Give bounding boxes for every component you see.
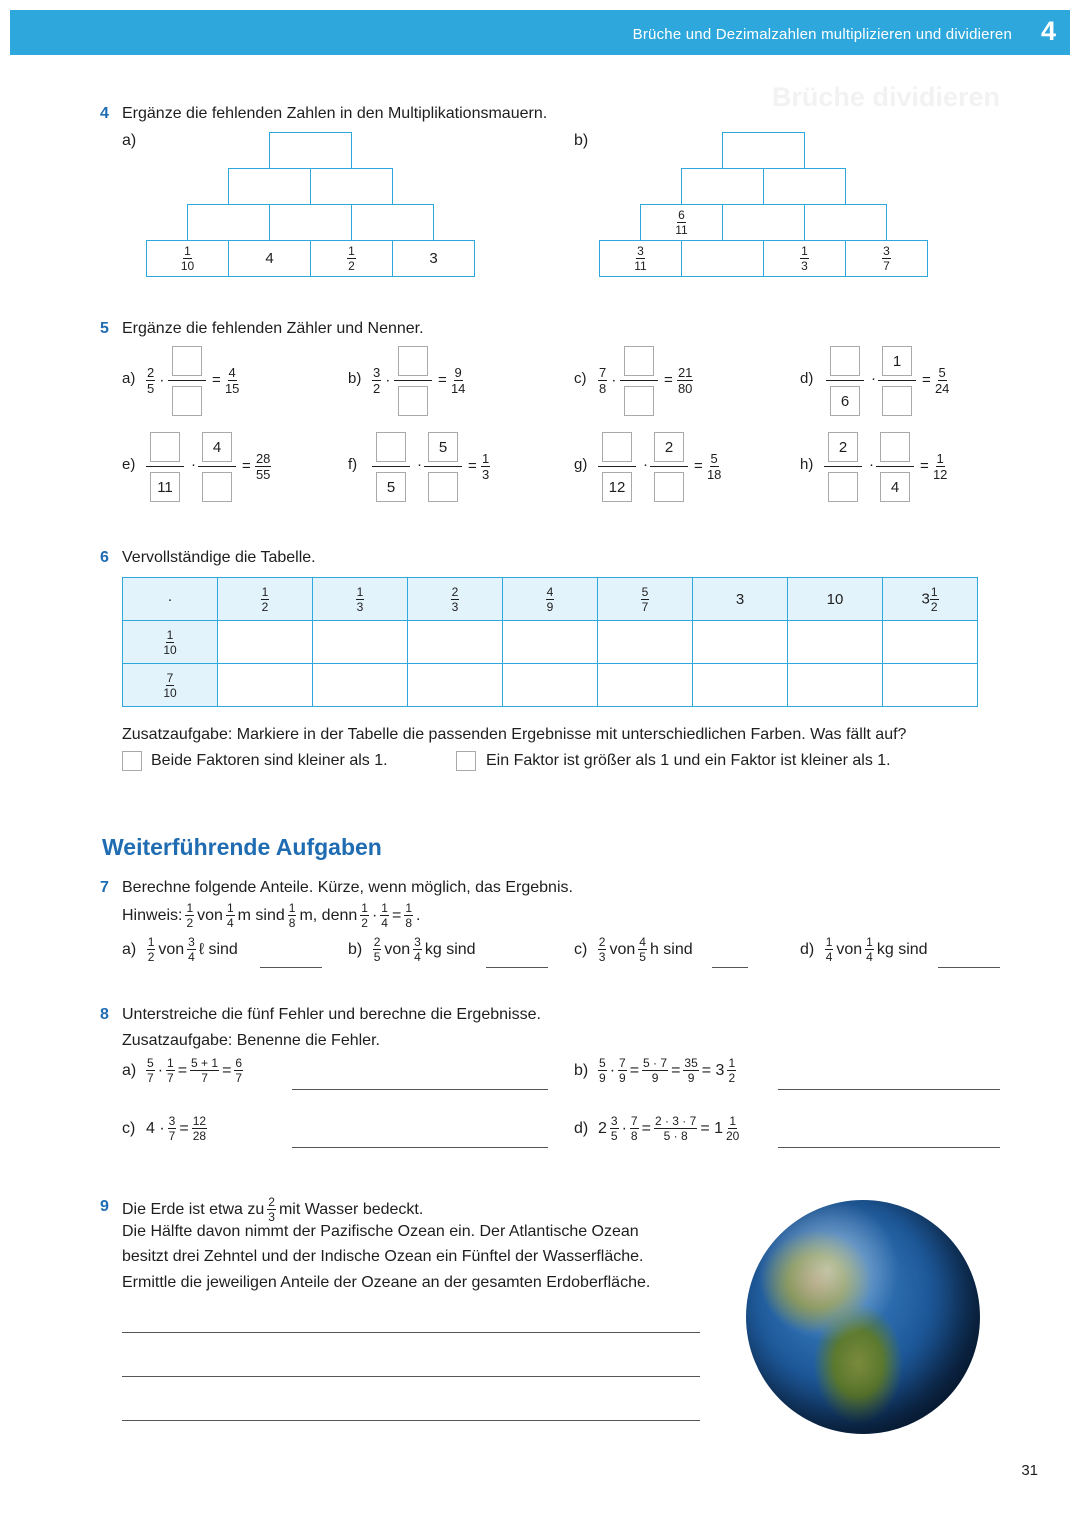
wall-brick[interactable]: 3: [392, 240, 475, 277]
given-fraction: $\frac{7}{8}$ ·: [599, 365, 617, 396]
task-8d-equation: 2 $\frac{3}{5}$ · $\frac{7}{8}$ = $\frac{2 \cdot 3 \cdot 7}{5 \cdot 8}$ = 1 $\frac{1}{20}$: [598, 1114, 740, 1143]
task-8d-denominator: 5 · 8: [663, 1129, 688, 1143]
exercise-label: e): [122, 456, 136, 473]
task-7-number: 7: [100, 879, 109, 896]
table-row-header: $\frac{1}{10}$: [123, 621, 218, 664]
given-denominator: 11: [150, 472, 180, 502]
result-fraction: = $\frac{4}{15}$: [212, 365, 240, 396]
task-6-number: 6: [100, 549, 109, 566]
answer-line-9-3[interactable]: [122, 1420, 700, 1421]
wall-brick[interactable]: [269, 132, 352, 169]
wall-brick[interactable]: $\frac{3}{7}$: [845, 240, 928, 277]
wall-brick[interactable]: [310, 168, 393, 205]
task-9-text-a: Die Erde ist etwa zu: [122, 1200, 265, 1218]
fraction-bar: [876, 466, 914, 467]
given-fraction: $\frac{3}{2}$ ·: [373, 365, 391, 396]
table-answer-cell[interactable]: [883, 664, 978, 707]
wall-brick[interactable]: $\frac{1}{2}$: [310, 240, 393, 277]
task-7-item: a) $\frac{1}{2}$ von $\frac{3}{4}$ ℓ sind: [122, 935, 238, 964]
earth-globe-image: [746, 1200, 980, 1434]
denominator-box[interactable]: [202, 472, 232, 502]
given-numerator: 2: [654, 432, 684, 462]
given-denominator: 12: [602, 472, 632, 502]
task-6-extra: Zusatzaufgabe: Markiere in der Tabelle die passenden Ergebnisse mit unterschiedlichen Farben. Was fällt auf?: [122, 726, 907, 743]
wall-brick[interactable]: [763, 168, 846, 205]
hint-text: m, denn: [299, 906, 358, 924]
wall-brick[interactable]: [269, 204, 352, 241]
table-answer-cell[interactable]: [883, 621, 978, 664]
table-answer-cell[interactable]: [313, 664, 408, 707]
table-answer-cell[interactable]: [218, 621, 313, 664]
table-corner: ·: [123, 578, 218, 621]
fraction-bar: [598, 466, 636, 467]
table-column-header: $\frac{5}{7}$: [598, 578, 693, 621]
task-8b-label: b): [574, 1062, 589, 1079]
task-7-item: d) $\frac{1}{4}$ von $\frac{1}{4}$ kg sind: [800, 935, 928, 964]
task-7-item: b) $\frac{2}{5}$ von $\frac{3}{4}$ kg sind: [348, 935, 476, 964]
task-9-number: 9: [100, 1198, 109, 1215]
hint-fraction: $\frac{1}{4}$: [381, 901, 388, 930]
wall-brick[interactable]: $\frac{1}{3}$: [763, 240, 846, 277]
task-9-text-b: mit Wasser bedeckt.: [278, 1200, 424, 1218]
numerator-box[interactable]: [398, 346, 428, 376]
table-answer-cell[interactable]: [218, 664, 313, 707]
fraction-bar: [198, 466, 236, 467]
task-9-line-1: Die Erde ist etwa zu $\frac{2}{3}$ mit Wasser bedeckt.: [122, 1195, 424, 1224]
given-fraction: $\frac{2}{5}$ ·: [147, 365, 165, 396]
wall-brick[interactable]: [681, 240, 764, 277]
table-answer-cell[interactable]: [503, 664, 598, 707]
table-answer-cell[interactable]: [408, 664, 503, 707]
wall-brick[interactable]: [722, 204, 805, 241]
task-4a-label: a): [122, 132, 137, 149]
fraction-bar: [826, 380, 864, 381]
exercise-label: d): [800, 370, 814, 387]
task-7-hint: Hinweis: $\frac{1}{2}$ von $\frac{1}{4}$ m sind $\frac{1}{8}$ m, denn $\frac{1}{2}$ · $\frac{1}{4}$ = $\frac{1}{8}$ .: [122, 901, 421, 930]
result-fraction: = $\frac{9}{14}$: [438, 365, 466, 396]
task-8b-numerator: 5 · 7: [643, 1056, 668, 1070]
result-fraction: = $\frac{5}{18}$: [694, 451, 722, 482]
option-2-checkbox[interactable]: [456, 751, 476, 771]
table-column-header: $\frac{1}{3}$: [313, 578, 408, 621]
task-5-text: Ergänze die fehlenden Zähler und Nenner.: [122, 320, 424, 337]
page-number: 31: [1021, 1462, 1038, 1479]
section-title: Weiterführende Aufgaben: [102, 834, 382, 860]
answer-line-7[interactable]: [486, 967, 548, 968]
task-8c-equation: 4 · $\frac{3}{7}$ = $\frac{12}{28}$: [146, 1114, 207, 1143]
task-4-text: Ergänze die fehlenden Zahlen in den Multiplikationsmauern.: [122, 105, 548, 122]
numerator-box[interactable]: [624, 346, 654, 376]
task-8a-numerator: 5 + 1: [191, 1056, 219, 1070]
numerator-box[interactable]: [150, 432, 180, 462]
wall-brick[interactable]: $\frac{3}{11}$: [599, 240, 682, 277]
answer-line-8a[interactable]: [292, 1089, 548, 1090]
denominator-box[interactable]: [428, 472, 458, 502]
task-8d-numerator: 2 · 3 · 7: [654, 1114, 697, 1128]
numerator-box[interactable]: [172, 346, 202, 376]
given-denominator: 5: [376, 472, 406, 502]
result-fraction: = $\frac{1}{12}$: [920, 451, 948, 482]
given-numerator: 1: [882, 346, 912, 376]
result-fraction: = $\frac{1}{3}$: [468, 451, 490, 482]
exercise-label: g): [574, 456, 588, 473]
denominator-box[interactable]: [882, 386, 912, 416]
exercise-label: f): [348, 456, 358, 473]
hint-von: von: [197, 906, 223, 924]
answer-line-8b[interactable]: [778, 1089, 1000, 1090]
task-5-number: 5: [100, 320, 109, 337]
task-9-line-4: Ermittle die jeweiligen Anteile der Ozeane an der gesamten Erdoberfläche.: [122, 1274, 651, 1291]
task-8-number: 8: [100, 1006, 109, 1023]
hint-text: m sind: [237, 906, 285, 924]
wall-brick[interactable]: [187, 204, 270, 241]
answer-line-7[interactable]: [260, 967, 322, 968]
table-column-header: $\frac{1}{2}$: [218, 578, 313, 621]
task-8d-label: d): [574, 1120, 589, 1137]
given-numerator: 4: [202, 432, 232, 462]
fraction-bar: [650, 466, 688, 467]
task-8a-equation: $\frac{5}{7}$ · $\frac{1}{7}$ = $\frac{5 + 1}{7}$ = $\frac{6}{7}$: [147, 1056, 243, 1085]
task-4-number: 4: [100, 105, 109, 122]
task-7-text: Berechne folgende Anteile. Kürze, wenn möglich, das Ergebnis.: [122, 879, 573, 896]
task-8-extra: Zusatzaufgabe: Benenne die Fehler.: [122, 1032, 380, 1049]
fraction-bar: [394, 380, 432, 381]
numerator-box[interactable]: [880, 432, 910, 462]
times-sign: ·: [417, 456, 422, 473]
multiplication-table: [122, 577, 978, 707]
task-9-line-2: Die Hälfte davon nimmt der Pazifische Ozean ein. Der Atlantische Ozean: [122, 1223, 639, 1240]
hint-fraction: $\frac{1}{2}$: [361, 901, 368, 930]
fraction-bar: [146, 466, 184, 467]
task-6-text: Vervollständige die Tabelle.: [122, 549, 316, 566]
exercise-label: b): [348, 370, 362, 387]
times-sign: ·: [871, 370, 876, 387]
task-8c-label: c): [122, 1120, 136, 1137]
answer-line-9-1[interactable]: [122, 1332, 700, 1333]
hint-fraction: $\frac{1}{2}$: [186, 901, 194, 930]
given-denominator: 4: [880, 472, 910, 502]
task-8-text: Unterstreiche die fünf Fehler und berechne die Ergebnisse.: [122, 1006, 541, 1023]
wall-brick[interactable]: $\frac{1}{10}$: [146, 240, 229, 277]
table-answer-cell[interactable]: [788, 621, 883, 664]
table-answer-cell[interactable]: [313, 621, 408, 664]
wall-brick[interactable]: [351, 204, 434, 241]
task-4b-label: b): [574, 132, 589, 149]
chapter-number: 4: [1040, 16, 1056, 46]
result-fraction: = $\frac{5}{24}$: [922, 365, 950, 396]
table-answer-cell[interactable]: [503, 621, 598, 664]
table-answer-cell[interactable]: [408, 621, 503, 664]
answer-line-7[interactable]: [712, 967, 748, 968]
answer-line-7[interactable]: [938, 967, 1000, 968]
option-2-label: Ein Faktor ist größer als 1 und ein Faktor ist kleiner als 1.: [486, 752, 891, 769]
ghost-title: Brüche dividieren: [771, 82, 1000, 112]
result-fraction: = $\frac{28}{55}$: [242, 451, 271, 482]
denominator-box[interactable]: [654, 472, 684, 502]
task-9-line-3: besitzt drei Zehntel und der Indische Ozean ein Fünftel der Wasserfläche.: [122, 1248, 644, 1265]
result-fraction: = $\frac{21}{80}$: [664, 365, 693, 396]
fraction-bar: [424, 466, 462, 467]
table-answer-cell[interactable]: [693, 621, 788, 664]
numerator-box[interactable]: [602, 432, 632, 462]
hint-fraction: $\frac{1}{8}$: [405, 901, 412, 930]
hint-fraction: $\frac{1}{4}$: [226, 901, 234, 930]
table-column-header: 3 $\frac{1}{2}$: [883, 578, 978, 621]
times-sign: ·: [191, 456, 196, 473]
answer-line-8d[interactable]: [778, 1147, 1000, 1148]
table-column-header: $\frac{4}{9}$: [503, 578, 598, 621]
task-7-item: c) $\frac{2}{3}$ von $\frac{4}{5}$ h sind: [574, 935, 693, 964]
table-column-header: 3: [693, 578, 788, 621]
hint-fraction: $\frac{1}{8}$: [288, 901, 296, 930]
times-sign: ·: [643, 456, 648, 473]
fraction-bar: [168, 380, 206, 381]
fraction-bar: [372, 466, 410, 467]
table-answer-cell[interactable]: [598, 621, 693, 664]
table-answer-cell[interactable]: [693, 664, 788, 707]
answer-line-9-2[interactable]: [122, 1376, 700, 1377]
fraction-bar: [824, 466, 862, 467]
wall-brick[interactable]: [228, 168, 311, 205]
given-denominator: 6: [830, 386, 860, 416]
numerator-box[interactable]: [376, 432, 406, 462]
fraction-bar: [878, 380, 916, 381]
given-numerator: 5: [428, 432, 458, 462]
hint-label: Hinweis:: [122, 906, 183, 924]
task-8a-label: a): [122, 1062, 137, 1079]
wall-brick[interactable]: [681, 168, 764, 205]
chapter-title: Brüche und Dezimalzahlen multiplizieren und dividieren: [632, 26, 1012, 43]
exercise-label: a): [122, 370, 136, 387]
wall-brick[interactable]: $\frac{6}{11}$: [640, 204, 723, 241]
given-numerator: 2: [828, 432, 858, 462]
exercise-label: h): [800, 456, 814, 473]
table-row-header: $\frac{7}{10}$: [123, 664, 218, 707]
table-column-header: 10: [788, 578, 883, 621]
option-1-checkbox[interactable]: [122, 751, 142, 771]
wall-brick[interactable]: 4: [228, 240, 311, 277]
fraction-bar: [620, 380, 658, 381]
denominator-box[interactable]: [398, 386, 428, 416]
wall-brick[interactable]: [722, 132, 805, 169]
denominator-box[interactable]: [828, 472, 858, 502]
task-8b-equation: $\frac{5}{9}$ · $\frac{7}{9}$ = $\frac{5 \cdot 7}{9}$ = $\frac{35}{9}$ = 3 $\frac{1}{2}$: [599, 1056, 736, 1085]
table-answer-cell[interactable]: [788, 664, 883, 707]
table-column-header: $\frac{2}{3}$: [408, 578, 503, 621]
option-1-label: Beide Faktoren sind kleiner als 1.: [151, 752, 388, 769]
times-sign: ·: [869, 456, 874, 473]
wall-brick[interactable]: [804, 204, 887, 241]
table-answer-cell[interactable]: [598, 664, 693, 707]
answer-line-8c[interactable]: [292, 1147, 548, 1148]
numerator-box[interactable]: [830, 346, 860, 376]
denominator-box[interactable]: [172, 386, 202, 416]
exercise-label: c): [574, 370, 587, 387]
denominator-box[interactable]: [624, 386, 654, 416]
